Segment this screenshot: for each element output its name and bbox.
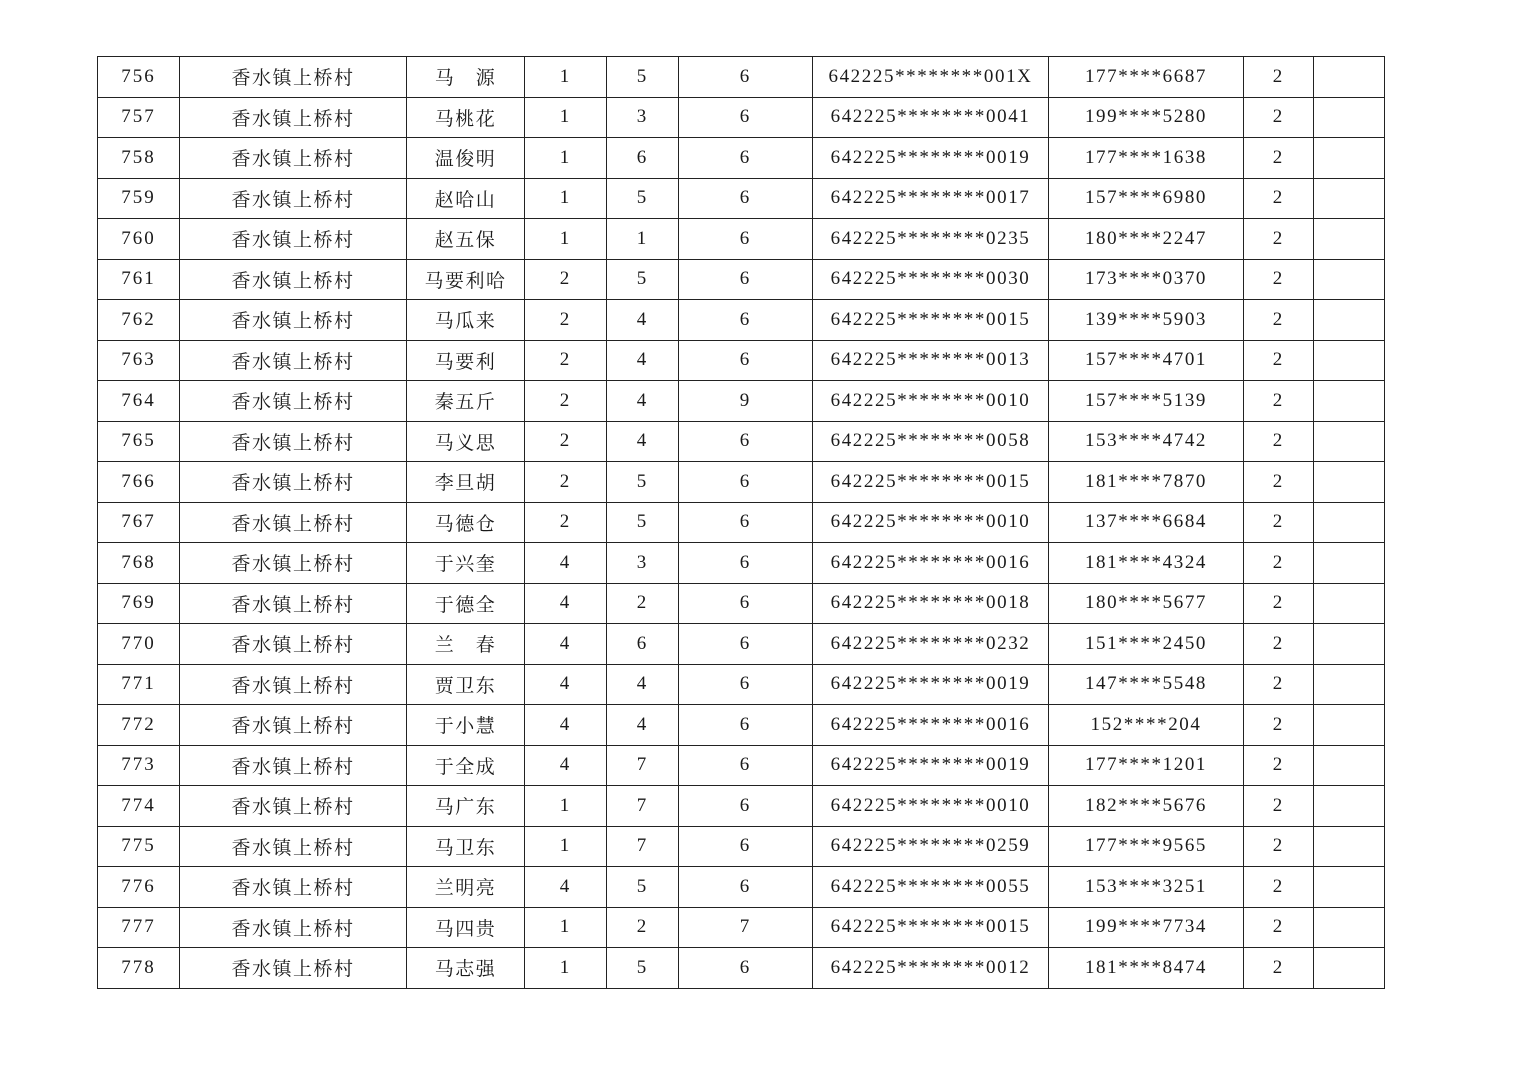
table-row xyxy=(98,502,1385,543)
household-size-cell: 2 xyxy=(607,583,679,624)
table-row xyxy=(98,583,1385,624)
name-cell: 李旦胡 xyxy=(407,462,525,503)
remarks-cell xyxy=(1314,786,1385,827)
group-cell: 1 xyxy=(525,826,607,867)
group-cell: 2 xyxy=(525,259,607,300)
phone-cell: 147****5548 xyxy=(1049,664,1244,705)
name-cell: 于小慧 xyxy=(407,705,525,746)
category-cell: 2 xyxy=(1244,867,1314,908)
household-size-cell: 7 xyxy=(607,786,679,827)
serial-number-cell: 778 xyxy=(98,948,180,989)
count-cell: 6 xyxy=(679,462,813,503)
phone-cell: 152****204 xyxy=(1049,705,1244,746)
serial-number-cell: 764 xyxy=(98,381,180,422)
category-cell: 2 xyxy=(1244,583,1314,624)
id-number-cell: 642225********0010 xyxy=(813,381,1049,422)
village-cell: 香水镇上桥村 xyxy=(180,705,407,746)
group-cell: 4 xyxy=(525,583,607,624)
serial-number-cell: 763 xyxy=(98,340,180,381)
serial-number-cell: 776 xyxy=(98,867,180,908)
count-cell: 6 xyxy=(679,57,813,98)
table-row xyxy=(98,705,1385,746)
table-row xyxy=(98,178,1385,219)
household-size-cell: 5 xyxy=(607,462,679,503)
table-row xyxy=(98,219,1385,260)
name-cell: 温俊明 xyxy=(407,138,525,179)
serial-number-cell: 761 xyxy=(98,259,180,300)
category-cell: 2 xyxy=(1244,664,1314,705)
category-cell: 2 xyxy=(1244,57,1314,98)
name-cell: 赵哈山 xyxy=(407,178,525,219)
table-row xyxy=(98,421,1385,462)
category-cell: 2 xyxy=(1244,138,1314,179)
remarks-cell xyxy=(1314,219,1385,260)
phone-cell: 199****5280 xyxy=(1049,97,1244,138)
household-size-cell: 4 xyxy=(607,421,679,462)
household-size-cell: 1 xyxy=(607,219,679,260)
phone-cell: 180****2247 xyxy=(1049,219,1244,260)
village-cell: 香水镇上桥村 xyxy=(180,259,407,300)
village-cell: 香水镇上桥村 xyxy=(180,381,407,422)
remarks-cell xyxy=(1314,300,1385,341)
household-size-cell: 4 xyxy=(607,340,679,381)
id-number-cell: 642225********0055 xyxy=(813,867,1049,908)
village-cell: 香水镇上桥村 xyxy=(180,907,407,948)
count-cell: 6 xyxy=(679,948,813,989)
count-cell: 6 xyxy=(679,502,813,543)
count-cell: 6 xyxy=(679,664,813,705)
id-number-cell: 642225********0235 xyxy=(813,219,1049,260)
remarks-cell xyxy=(1314,867,1385,908)
serial-number-cell: 770 xyxy=(98,624,180,665)
category-cell: 2 xyxy=(1244,624,1314,665)
phone-cell: 157****4701 xyxy=(1049,340,1244,381)
household-size-cell: 4 xyxy=(607,664,679,705)
household-size-cell: 5 xyxy=(607,57,679,98)
serial-number-cell: 777 xyxy=(98,907,180,948)
phone-cell: 137****6684 xyxy=(1049,502,1244,543)
table-row xyxy=(98,745,1385,786)
phone-cell: 139****5903 xyxy=(1049,300,1244,341)
name-cell: 马德仓 xyxy=(407,502,525,543)
name-cell: 赵五保 xyxy=(407,219,525,260)
household-size-cell: 5 xyxy=(607,259,679,300)
category-cell: 2 xyxy=(1244,381,1314,422)
name-cell: 马要利哈 xyxy=(407,259,525,300)
name-cell: 马桃花 xyxy=(407,97,525,138)
count-cell: 6 xyxy=(679,786,813,827)
village-cell: 香水镇上桥村 xyxy=(180,664,407,705)
remarks-cell xyxy=(1314,97,1385,138)
remarks-cell xyxy=(1314,583,1385,624)
id-number-cell: 642225********0010 xyxy=(813,502,1049,543)
group-cell: 1 xyxy=(525,948,607,989)
name-cell: 马要利 xyxy=(407,340,525,381)
name-cell: 秦五斤 xyxy=(407,381,525,422)
phone-cell: 181****7870 xyxy=(1049,462,1244,503)
group-cell: 4 xyxy=(525,664,607,705)
remarks-cell xyxy=(1314,57,1385,98)
table-row xyxy=(98,340,1385,381)
serial-number-cell: 767 xyxy=(98,502,180,543)
household-size-cell: 6 xyxy=(607,138,679,179)
category-cell: 2 xyxy=(1244,421,1314,462)
table-body xyxy=(98,57,1385,989)
village-cell: 香水镇上桥村 xyxy=(180,745,407,786)
household-size-cell: 4 xyxy=(607,705,679,746)
phone-cell: 180****5677 xyxy=(1049,583,1244,624)
group-cell: 4 xyxy=(525,867,607,908)
count-cell: 6 xyxy=(679,543,813,584)
table-row xyxy=(98,381,1385,422)
serial-number-cell: 757 xyxy=(98,97,180,138)
remarks-cell xyxy=(1314,826,1385,867)
village-cell: 香水镇上桥村 xyxy=(180,57,407,98)
village-cell: 香水镇上桥村 xyxy=(180,786,407,827)
name-cell: 马四贵 xyxy=(407,907,525,948)
remarks-cell xyxy=(1314,624,1385,665)
serial-number-cell: 766 xyxy=(98,462,180,503)
group-cell: 2 xyxy=(525,462,607,503)
id-number-cell: 642225********0013 xyxy=(813,340,1049,381)
village-cell: 香水镇上桥村 xyxy=(180,178,407,219)
household-size-cell: 5 xyxy=(607,178,679,219)
village-cell: 香水镇上桥村 xyxy=(180,421,407,462)
group-cell: 1 xyxy=(525,219,607,260)
name-cell: 贾卫东 xyxy=(407,664,525,705)
phone-cell: 157****5139 xyxy=(1049,381,1244,422)
village-cell: 香水镇上桥村 xyxy=(180,948,407,989)
id-number-cell: 642225********0058 xyxy=(813,421,1049,462)
category-cell: 2 xyxy=(1244,502,1314,543)
remarks-cell xyxy=(1314,462,1385,503)
table-row xyxy=(98,826,1385,867)
household-size-cell: 3 xyxy=(607,97,679,138)
phone-cell: 181****8474 xyxy=(1049,948,1244,989)
serial-number-cell: 772 xyxy=(98,705,180,746)
phone-cell: 177****1638 xyxy=(1049,138,1244,179)
category-cell: 2 xyxy=(1244,826,1314,867)
category-cell: 2 xyxy=(1244,178,1314,219)
id-number-cell: 642225********0015 xyxy=(813,300,1049,341)
category-cell: 2 xyxy=(1244,300,1314,341)
category-cell: 2 xyxy=(1244,907,1314,948)
group-cell: 1 xyxy=(525,57,607,98)
table-row xyxy=(98,300,1385,341)
group-cell: 1 xyxy=(525,907,607,948)
household-size-cell: 4 xyxy=(607,381,679,422)
phone-cell: 157****6980 xyxy=(1049,178,1244,219)
id-number-cell: 642225********0016 xyxy=(813,543,1049,584)
id-number-cell: 642225********0019 xyxy=(813,138,1049,179)
category-cell: 2 xyxy=(1244,97,1314,138)
household-size-cell: 7 xyxy=(607,826,679,867)
category-cell: 2 xyxy=(1244,543,1314,584)
category-cell: 2 xyxy=(1244,786,1314,827)
phone-cell: 181****4324 xyxy=(1049,543,1244,584)
remarks-cell xyxy=(1314,259,1385,300)
village-cell: 香水镇上桥村 xyxy=(180,138,407,179)
remarks-cell xyxy=(1314,543,1385,584)
serial-number-cell: 773 xyxy=(98,745,180,786)
table-row xyxy=(98,664,1385,705)
serial-number-cell: 758 xyxy=(98,138,180,179)
table-row xyxy=(98,543,1385,584)
village-cell: 香水镇上桥村 xyxy=(180,867,407,908)
name-cell: 马广东 xyxy=(407,786,525,827)
remarks-cell xyxy=(1314,421,1385,462)
serial-number-cell: 768 xyxy=(98,543,180,584)
table-row xyxy=(98,97,1385,138)
serial-number-cell: 760 xyxy=(98,219,180,260)
table-row xyxy=(98,867,1385,908)
phone-cell: 153****3251 xyxy=(1049,867,1244,908)
household-size-cell: 4 xyxy=(607,300,679,341)
household-size-cell: 3 xyxy=(607,543,679,584)
name-cell: 于兴奎 xyxy=(407,543,525,584)
category-cell: 2 xyxy=(1244,259,1314,300)
count-cell: 6 xyxy=(679,300,813,341)
village-cell: 香水镇上桥村 xyxy=(180,826,407,867)
name-cell: 马 源 xyxy=(407,57,525,98)
name-cell: 马志强 xyxy=(407,948,525,989)
data-table xyxy=(97,56,1385,989)
remarks-cell xyxy=(1314,948,1385,989)
group-cell: 4 xyxy=(525,745,607,786)
serial-number-cell: 756 xyxy=(98,57,180,98)
id-number-cell: 642225********0017 xyxy=(813,178,1049,219)
group-cell: 2 xyxy=(525,300,607,341)
name-cell: 于德全 xyxy=(407,583,525,624)
village-cell: 香水镇上桥村 xyxy=(180,97,407,138)
count-cell: 9 xyxy=(679,381,813,422)
serial-number-cell: 762 xyxy=(98,300,180,341)
remarks-cell xyxy=(1314,705,1385,746)
id-number-cell: 642225********0041 xyxy=(813,97,1049,138)
category-cell: 2 xyxy=(1244,745,1314,786)
id-number-cell: 642225********0232 xyxy=(813,624,1049,665)
count-cell: 6 xyxy=(679,178,813,219)
id-number-cell: 642225********0015 xyxy=(813,462,1049,503)
remarks-cell xyxy=(1314,745,1385,786)
category-cell: 2 xyxy=(1244,705,1314,746)
id-number-cell: 642225********0019 xyxy=(813,664,1049,705)
remarks-cell xyxy=(1314,178,1385,219)
table-row xyxy=(98,138,1385,179)
table-row xyxy=(98,786,1385,827)
phone-cell: 199****7734 xyxy=(1049,907,1244,948)
name-cell: 马瓜来 xyxy=(407,300,525,341)
group-cell: 1 xyxy=(525,178,607,219)
id-number-cell: 642225********0259 xyxy=(813,826,1049,867)
category-cell: 2 xyxy=(1244,340,1314,381)
table-row xyxy=(98,259,1385,300)
count-cell: 6 xyxy=(679,97,813,138)
group-cell: 2 xyxy=(525,340,607,381)
serial-number-cell: 771 xyxy=(98,664,180,705)
phone-cell: 153****4742 xyxy=(1049,421,1244,462)
household-size-cell: 5 xyxy=(607,867,679,908)
serial-number-cell: 769 xyxy=(98,583,180,624)
table-row xyxy=(98,907,1385,948)
count-cell: 6 xyxy=(679,867,813,908)
id-number-cell: 642225********0030 xyxy=(813,259,1049,300)
name-cell: 于全成 xyxy=(407,745,525,786)
remarks-cell xyxy=(1314,502,1385,543)
household-size-cell: 2 xyxy=(607,907,679,948)
household-size-cell: 5 xyxy=(607,948,679,989)
phone-cell: 151****2450 xyxy=(1049,624,1244,665)
count-cell: 6 xyxy=(679,745,813,786)
name-cell: 兰明亮 xyxy=(407,867,525,908)
remarks-cell xyxy=(1314,340,1385,381)
serial-number-cell: 765 xyxy=(98,421,180,462)
village-cell: 香水镇上桥村 xyxy=(180,583,407,624)
remarks-cell xyxy=(1314,664,1385,705)
village-cell: 香水镇上桥村 xyxy=(180,543,407,584)
village-cell: 香水镇上桥村 xyxy=(180,340,407,381)
household-size-cell: 7 xyxy=(607,745,679,786)
group-cell: 4 xyxy=(525,705,607,746)
household-size-cell: 6 xyxy=(607,624,679,665)
category-cell: 2 xyxy=(1244,219,1314,260)
village-cell: 香水镇上桥村 xyxy=(180,462,407,503)
id-number-cell: 642225********0015 xyxy=(813,907,1049,948)
id-number-cell: 642225********0016 xyxy=(813,705,1049,746)
count-cell: 6 xyxy=(679,583,813,624)
village-cell: 香水镇上桥村 xyxy=(180,219,407,260)
village-cell: 香水镇上桥村 xyxy=(180,502,407,543)
count-cell: 6 xyxy=(679,624,813,665)
count-cell: 6 xyxy=(679,259,813,300)
count-cell: 6 xyxy=(679,340,813,381)
household-size-cell: 5 xyxy=(607,502,679,543)
group-cell: 2 xyxy=(525,502,607,543)
id-number-cell: 642225********0010 xyxy=(813,786,1049,827)
name-cell: 马义思 xyxy=(407,421,525,462)
remarks-cell xyxy=(1314,138,1385,179)
count-cell: 6 xyxy=(679,826,813,867)
phone-cell: 177****9565 xyxy=(1049,826,1244,867)
table-row xyxy=(98,948,1385,989)
phone-cell: 173****0370 xyxy=(1049,259,1244,300)
id-number-cell: 642225********0019 xyxy=(813,745,1049,786)
name-cell: 马卫东 xyxy=(407,826,525,867)
id-number-cell: 642225********0012 xyxy=(813,948,1049,989)
id-number-cell: 642225********0018 xyxy=(813,583,1049,624)
category-cell: 2 xyxy=(1244,462,1314,503)
id-number-cell: 642225********001X xyxy=(813,57,1049,98)
group-cell: 4 xyxy=(525,543,607,584)
serial-number-cell: 759 xyxy=(98,178,180,219)
table-row xyxy=(98,462,1385,503)
group-cell: 2 xyxy=(525,381,607,422)
count-cell: 6 xyxy=(679,705,813,746)
group-cell: 4 xyxy=(525,624,607,665)
group-cell: 1 xyxy=(525,786,607,827)
village-cell: 香水镇上桥村 xyxy=(180,624,407,665)
phone-cell: 177****1201 xyxy=(1049,745,1244,786)
count-cell: 6 xyxy=(679,421,813,462)
group-cell: 1 xyxy=(525,138,607,179)
table-row xyxy=(98,624,1385,665)
count-cell: 6 xyxy=(679,138,813,179)
village-cell: 香水镇上桥村 xyxy=(180,300,407,341)
remarks-cell xyxy=(1314,381,1385,422)
table-row xyxy=(98,57,1385,98)
category-cell: 2 xyxy=(1244,948,1314,989)
group-cell: 2 xyxy=(525,421,607,462)
phone-cell: 182****5676 xyxy=(1049,786,1244,827)
phone-cell: 177****6687 xyxy=(1049,57,1244,98)
count-cell: 6 xyxy=(679,219,813,260)
serial-number-cell: 774 xyxy=(98,786,180,827)
group-cell: 1 xyxy=(525,97,607,138)
remarks-cell xyxy=(1314,907,1385,948)
count-cell: 7 xyxy=(679,907,813,948)
name-cell: 兰 春 xyxy=(407,624,525,665)
serial-number-cell: 775 xyxy=(98,826,180,867)
